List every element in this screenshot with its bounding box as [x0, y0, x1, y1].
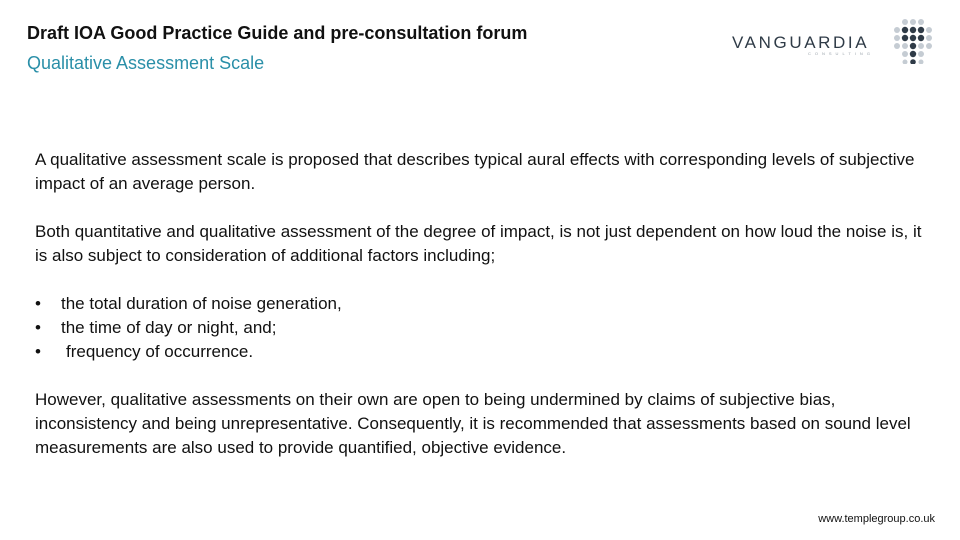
- dot-grid-icon: [890, 18, 936, 64]
- logo-wordmark: VANGUARDIA: [732, 33, 870, 52]
- page-subtitle: Qualitative Assessment Scale: [27, 53, 265, 73]
- bullet-icon: •: [35, 342, 41, 361]
- vanguardia-logo: [732, 18, 937, 68]
- bullet-icon: •: [35, 294, 41, 313]
- list-item: • the total duration of noise generation,: [35, 292, 925, 316]
- slide-body: [35, 148, 925, 460]
- bullet-icon: •: [35, 318, 41, 337]
- footer-url-link[interactable]: www.templegroup.co.uk: [818, 513, 935, 525]
- factor-list: [35, 292, 925, 364]
- paragraph-intro: A qualitative assessment scale is proposed that describes typical aural effects with corresponding levels of subjective impact of an average person.: [35, 150, 915, 193]
- paragraph-recommendation: However, qualitative assessments on their own are open to being undermined by claims of subjective bias, inconsistency and being unrepresentative. Consequently, it is recommended that assessments based on sound level measurements are also used to provide quantified, objective evidence.: [35, 390, 911, 457]
- logo-tagline: CONSULTING: [808, 51, 874, 56]
- paragraph-factors: Both quantitative and qualitative assessment of the degree of impact, is not just dependent on how loud the noise is, it is also subject to consideration of additional factors including;: [35, 222, 922, 265]
- list-item: • the time of day or night, and;: [35, 316, 925, 340]
- list-item: • frequency of occurrence.: [35, 340, 925, 364]
- page-title: Draft IOA Good Practice Guide and pre-consultation forum: [27, 23, 528, 43]
